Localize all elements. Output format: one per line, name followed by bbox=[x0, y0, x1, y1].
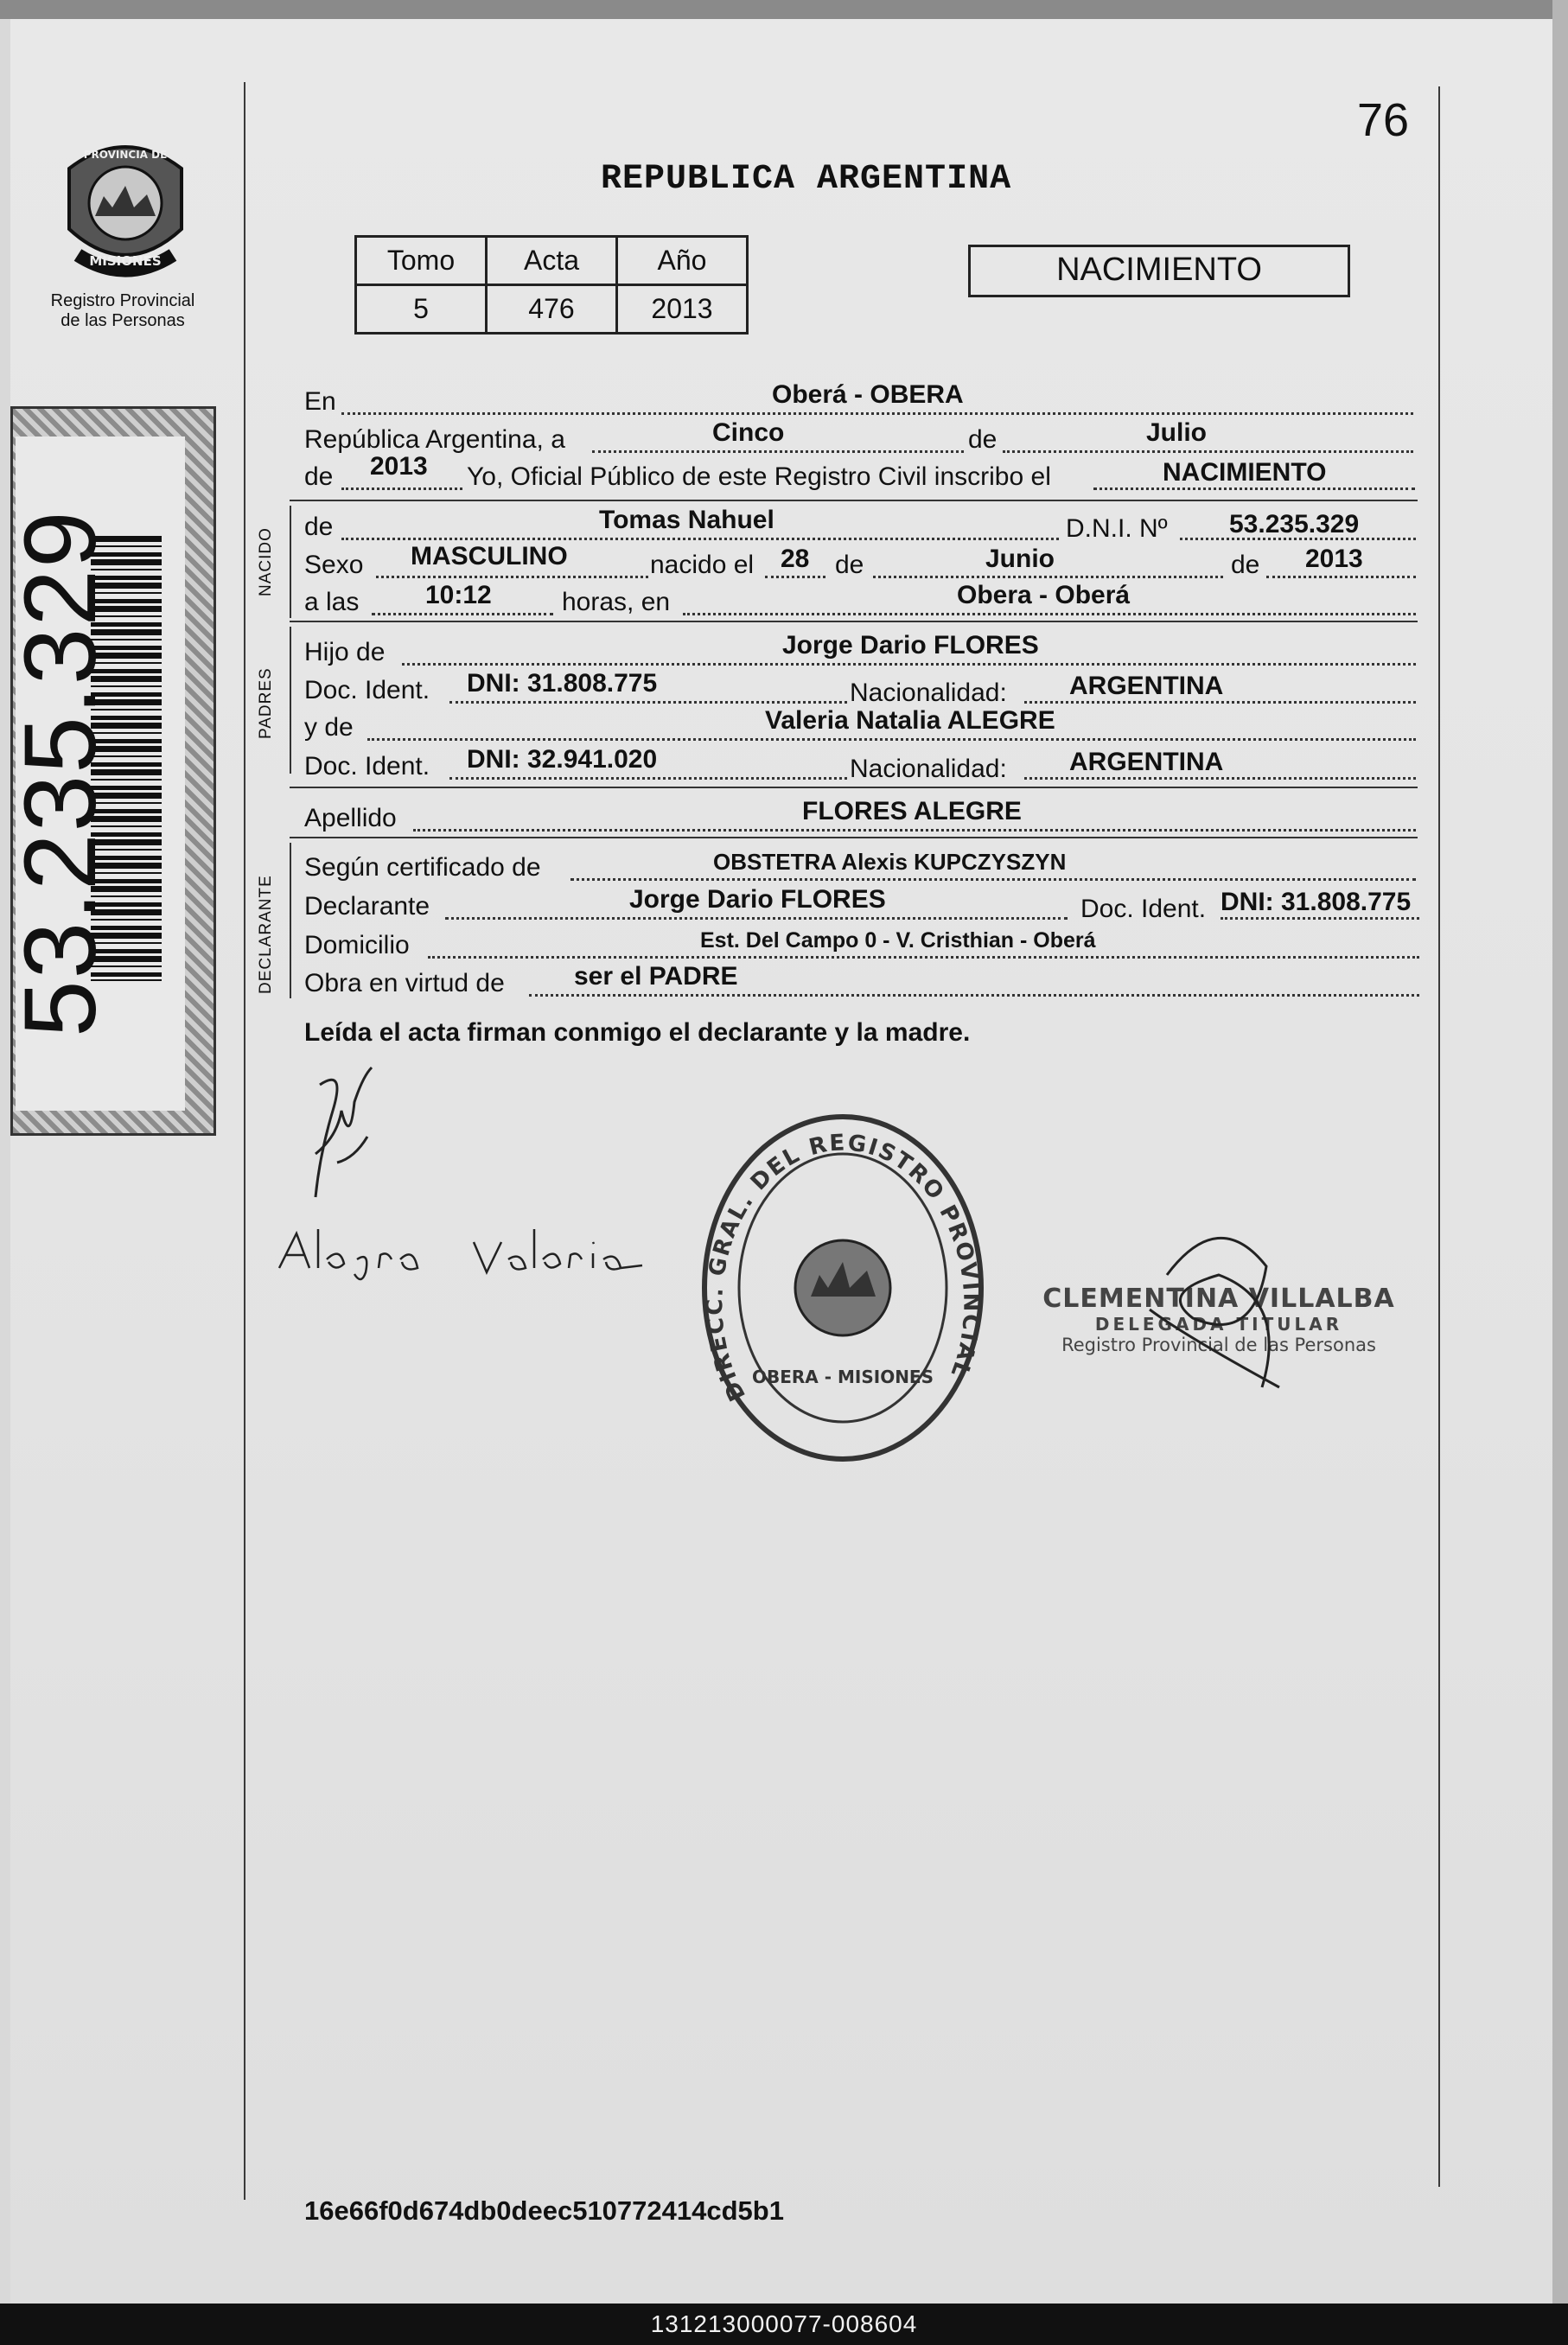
tomo-value: 5 bbox=[356, 285, 487, 334]
name-line bbox=[341, 538, 1059, 540]
en-label: En bbox=[304, 387, 336, 416]
birth-year: 2013 bbox=[1305, 545, 1363, 573]
mother-doc-label: Doc. Ident. bbox=[304, 752, 430, 781]
svg-text:MISIONES: MISIONES bbox=[89, 253, 162, 269]
registry-logo bbox=[52, 134, 199, 290]
birth-day: 28 bbox=[781, 545, 810, 573]
svg-text:PROVINCIA DE: PROVINCIA DE bbox=[83, 149, 168, 161]
father-nat-label: Nacionalidad: bbox=[850, 679, 1007, 707]
birth-month: Junio bbox=[985, 545, 1055, 573]
nacido-section-label: NACIDO bbox=[257, 527, 275, 596]
nacido-de-label: de bbox=[304, 513, 334, 541]
act-line bbox=[1093, 487, 1415, 490]
inscribe-text: Yo, Oficial Público de este Registro Civil inscribo el bbox=[467, 462, 1051, 491]
de-label: de bbox=[968, 425, 998, 454]
act-place: Oberá - OBERA bbox=[772, 380, 964, 409]
declarant-dni: DNI: 31.808.775 bbox=[1221, 888, 1412, 916]
father-doc-label: Doc. Ident. bbox=[304, 676, 430, 704]
mother-dni: DNI: 32.941.020 bbox=[467, 745, 658, 774]
declarante-section-label: DECLARANTE bbox=[257, 875, 275, 994]
obra-line bbox=[529, 994, 1419, 997]
sexo-label: Sexo bbox=[304, 551, 364, 579]
birth-time: 10:12 bbox=[425, 581, 492, 609]
birth-year-line bbox=[1266, 576, 1416, 578]
birth-de2-label: de bbox=[1231, 551, 1260, 579]
acta-value: 476 bbox=[487, 285, 617, 334]
mother-line bbox=[367, 738, 1416, 741]
registry-name: Registro Provincial de las Personas bbox=[50, 291, 195, 330]
tomo-header: Tomo bbox=[356, 237, 487, 285]
act-month: Julio bbox=[1146, 418, 1208, 447]
scan-top-border bbox=[0, 0, 1568, 19]
left-margin-line bbox=[244, 82, 245, 2200]
year-line bbox=[341, 487, 462, 490]
official-stamp bbox=[698, 1111, 988, 1465]
domicile: Est. Del Campo 0 - V. Cristhian - Oberá bbox=[700, 928, 1096, 953]
stamp-inner-text: OBERA - MISIONES bbox=[751, 1367, 934, 1387]
alas-label: a las bbox=[304, 588, 360, 616]
place-line bbox=[341, 412, 1413, 415]
obra-value: ser el PADRE bbox=[574, 962, 738, 991]
father-line bbox=[402, 663, 1416, 666]
padres-section-label: PADRES bbox=[257, 667, 275, 739]
yde-label: y de bbox=[304, 713, 354, 742]
anio-value: 2013 bbox=[617, 285, 748, 334]
certifier: OBSTETRA Alexis KUPCZYSZYN bbox=[713, 849, 1067, 875]
act-kind: NACIMIENTO bbox=[1163, 458, 1327, 487]
child-name: Tomas Nahuel bbox=[599, 506, 774, 534]
birth-de-label: de bbox=[835, 551, 864, 579]
act-year: 2013 bbox=[370, 452, 428, 481]
birth-place: Obera - Oberá bbox=[957, 581, 1131, 609]
surname: FLORES ALEGRE bbox=[802, 797, 1022, 825]
declarant-name: Jorge Dario FLORES bbox=[629, 885, 886, 914]
registry-table bbox=[354, 235, 749, 335]
official-signature bbox=[1115, 1214, 1288, 1405]
dni-label: D.N.I. Nº bbox=[1066, 514, 1168, 543]
decl-label: Declarante bbox=[304, 892, 430, 921]
country-title: REPUBLICA ARGENTINA bbox=[601, 160, 1012, 199]
father-name: Jorge Dario FLORES bbox=[782, 631, 1039, 660]
closing-statement: Leída el acta firman conmigo el declarante y la madre. bbox=[304, 1018, 971, 1047]
child-dni: 53.235.329 bbox=[1229, 510, 1360, 538]
mother-nat-label: Nacionalidad: bbox=[850, 755, 1007, 783]
cert-label: Según certificado de bbox=[304, 853, 541, 882]
apellido-label: Apellido bbox=[304, 804, 397, 832]
page-number: 76 bbox=[1357, 94, 1410, 146]
divider-4 bbox=[290, 837, 1418, 838]
time-line bbox=[372, 613, 553, 615]
declarante-bracket bbox=[290, 843, 291, 998]
child-sex: MASCULINO bbox=[411, 542, 568, 570]
divider-2 bbox=[290, 621, 1418, 622]
day-line bbox=[592, 450, 964, 453]
sexo-line bbox=[376, 576, 648, 578]
father-nat-line bbox=[1024, 701, 1416, 704]
right-margin-line bbox=[1438, 86, 1440, 2187]
father-nationality: ARGENTINA bbox=[1069, 672, 1224, 700]
cert-line bbox=[570, 878, 1416, 881]
hijo-label: Hijo de bbox=[304, 638, 386, 666]
de2-label: de bbox=[304, 462, 334, 491]
rep-label: República Argentina, a bbox=[304, 425, 565, 454]
official-role: DELEGADA TITULAR bbox=[1094, 1314, 1343, 1335]
nacido-el-label: nacido el bbox=[650, 551, 755, 579]
barcode-number: 53.235.329 bbox=[3, 509, 118, 1037]
anio-header: Año bbox=[617, 237, 748, 285]
month-line bbox=[1003, 450, 1413, 453]
scan-right-border bbox=[1552, 0, 1568, 2304]
record-type-box: NACIMIENTO bbox=[968, 245, 1350, 297]
father-dni: DNI: 31.808.775 bbox=[467, 669, 658, 698]
document-hash: 16e66f0d674db0deec510772414cd5b1 bbox=[304, 2195, 784, 2226]
birth-place-line bbox=[683, 613, 1416, 615]
mother-nationality: ARGENTINA bbox=[1069, 748, 1224, 776]
horas-label: horas, en bbox=[562, 588, 671, 616]
divider-3 bbox=[290, 787, 1418, 788]
act-day: Cinco bbox=[712, 418, 785, 447]
father-doc-line bbox=[449, 701, 847, 704]
dom-line bbox=[428, 956, 1419, 959]
decl-doc-line bbox=[1221, 917, 1419, 920]
mother-doc-line bbox=[449, 777, 847, 780]
padres-bracket bbox=[290, 627, 291, 774]
mother-nat-line bbox=[1024, 777, 1416, 780]
birth-day-line bbox=[765, 576, 825, 578]
footer-code: 131213000077-008604 bbox=[0, 2304, 1568, 2345]
decl-line bbox=[445, 917, 1068, 920]
apellido-line bbox=[413, 829, 1416, 832]
divider-1 bbox=[290, 500, 1418, 501]
obra-label: Obra en virtud de bbox=[304, 969, 505, 997]
nacido-bracket bbox=[290, 506, 291, 618]
declarant-signature bbox=[285, 1050, 389, 1206]
official-org: Registro Provincial de las Personas bbox=[1061, 1335, 1376, 1355]
acta-header: Acta bbox=[487, 237, 617, 285]
dom-label: Domicilio bbox=[304, 931, 410, 959]
official-name: CLEMENTINA VILLALBA bbox=[1042, 1284, 1395, 1314]
birth-month-line bbox=[873, 576, 1223, 578]
mother-name: Valeria Natalia ALEGRE bbox=[765, 706, 1055, 735]
decl-doc-label: Doc. Ident. bbox=[1080, 895, 1207, 923]
mother-signature bbox=[275, 1220, 655, 1290]
stamp-circular-text: DIRECC. GRAL. DEL REGISTRO PROVINCIAL bbox=[702, 1130, 985, 1405]
